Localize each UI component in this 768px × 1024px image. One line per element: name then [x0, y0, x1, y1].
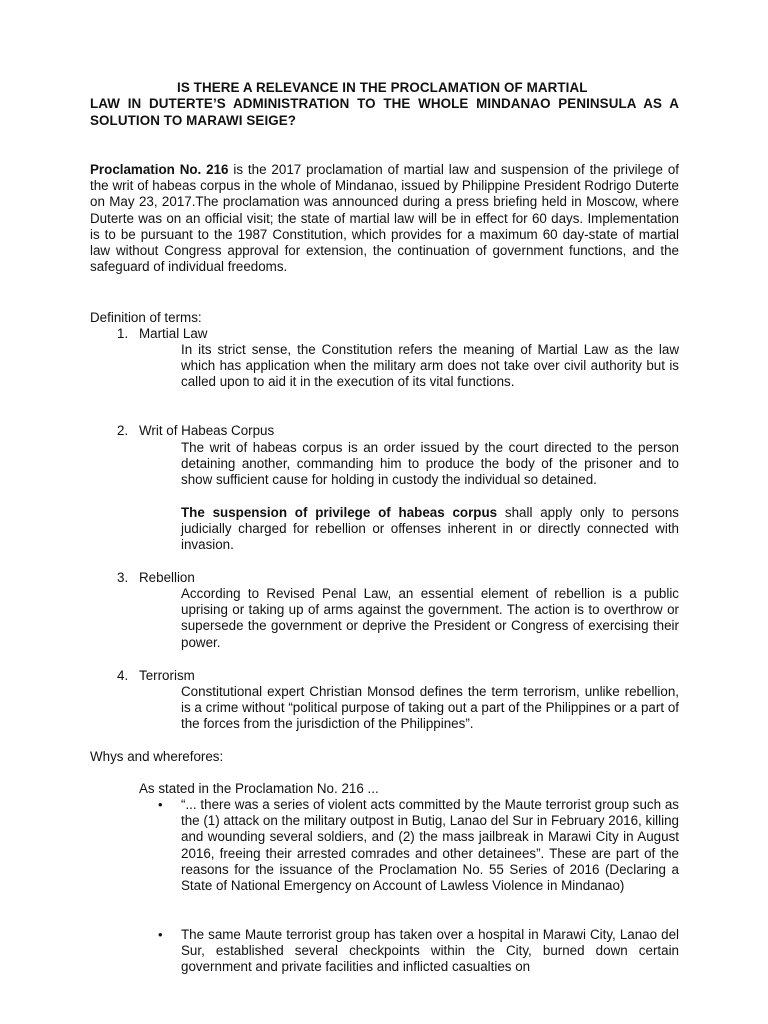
definition-body-martial-law: In its strict sense, the Constitution refers the meaning of Martial Law as the law which has application when the military arm does not take over civil authority but is called upon to aid it in the execution of its vital functions. [181, 342, 679, 390]
title-line-rest: LAW IN DUTERTE’S ADMINISTRATION TO THE WHOLE MINDANAO PENINSULA AS A SOLUTION TO MARAWI SEIGE? [90, 96, 679, 128]
definition-body-habeas-suspension [181, 505, 679, 554]
habeas-suspension-bold: The suspension of privilege of habeas corpus [181, 505, 498, 520]
definition-term-rebellion: Rebellion [139, 570, 195, 585]
definition-term-habeas-corpus: Writ of Habeas Corpus [139, 423, 275, 438]
title-line-1: IS THERE A RELEVANCE IN THE PROCLAMATION OF MARTIAL [177, 80, 588, 95]
definition-number: 4. [117, 668, 129, 683]
document-title [90, 80, 679, 129]
bullet-text-1: “... there was a series of violent acts committed by the Maute terrorist group such as the (1) attack on the military outpost in Butig, Lanao del Sur in February 2016, killing and wounding several soldiers, and (2) the mass jailbreak in Marawi City in August 2016, freeing their arrested comrades and other detainees”. These are part of the reasons for the issuance of the Proclamation No. 55 Series of 2016 (Declaring a State of National Emergency on Account of Lawless Violence in Mindanao) [181, 797, 679, 894]
bullet-icon: • [158, 797, 163, 812]
definition-body-habeas-corpus: The writ of habeas corpus is an order issued by the court directed to the person detaining another, commanding him to produce the body of the prisoner and to show sufficient cause for holding in custody the individual so detained. [181, 440, 679, 488]
definition-term-terrorism: Terrorism [139, 668, 195, 683]
bullet-text-2: The same Maute terrorist group has taken over a hospital in Marawi City, Lanao del Sur, established several checkpoints within the City, burned down certain government and private facilities and inflicted casualties on [181, 927, 679, 975]
intro-text: is the 2017 proclamation of martial law and suspension of the privilege of the writ of habeas corpus in the whole of Mindanao, issued by Philippine President Rodrigo Duterte on May 23, 2017.The proclamation was announced during a press briefing held in Moscow, where Duterte was on an official visit; the state of martial law will be in effect for 60 days. Implementation is to be pursuant to the 1987 Constitution, which provides for a maximum 60 day-state of martial law without Congress approval for extension, the continuation of government functions, and the safeguard of individual freedoms. [90, 162, 679, 275]
definition-number: 3. [117, 570, 129, 585]
definition-term-martial-law: Martial Law [139, 326, 208, 341]
definition-number: 2. [117, 423, 129, 438]
intro-bold-lead: Proclamation No. 216 [90, 162, 229, 177]
definitions-heading: Definition of terms: [90, 310, 202, 325]
intro-paragraph [90, 162, 679, 275]
definition-body-rebellion: According to Revised Penal Law, an essential element of rebellion is a public uprising or taking up of arms against the government. The action is to overthrow or supersede the government or deprive the President or Congress of exercising their power. [181, 586, 679, 650]
bullet-icon: • [158, 927, 163, 942]
definition-number: 1. [117, 326, 129, 341]
whys-stated-line: As stated in the Proclamation No. 216 ... [139, 781, 379, 796]
whys-heading: Whys and wherefores: [90, 749, 224, 764]
habeas-suspension-text: shall apply only to persons judicially charged for rebellion or offenses inherent in or directly connected with invasion. [181, 505, 679, 553]
definition-body-terrorism: Constitutional expert Christian Monsod defines the term terrorism, unlike rebellion, is a crime without “political purpose of taking out a part of the Philippines or a part of the forces from the jurisdiction of the Philippines”. [181, 684, 679, 732]
